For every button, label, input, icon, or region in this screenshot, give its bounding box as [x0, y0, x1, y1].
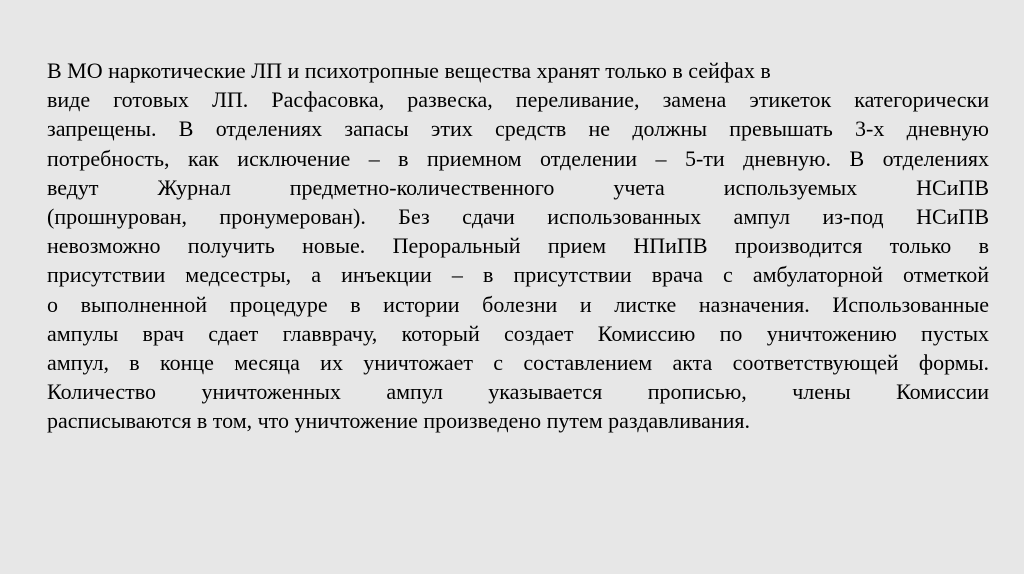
body-text-paragraph — [47, 56, 989, 435]
text-line-10: ампулы врач сдает главврачу, который создает Комиссию по уничтожению пустых — [47, 320, 989, 346]
text-line-12: Количество уничтоженных ампул указывается прописью, члены Комиссии — [47, 379, 989, 405]
text-line-9: о выполненной процедуре в истории болезни и листке назначения. Использованные — [47, 291, 989, 317]
text-line-1: В МО наркотические ЛП и психотропные вещества хранят только в сейфах в — [47, 58, 771, 83]
text-line-6: (прошнурован, пронумерован). Без сдачи использованных ампул из-под НСиПВ — [47, 203, 989, 229]
text-line-7: невозможно получить новые. Пероральный прием НПиПВ производится только в — [47, 233, 989, 259]
text-line-5: ведут Журнал предметно-количественного учета используемых НСиПВ — [47, 174, 989, 200]
text-line-4: потребность, как исключение – в приемном отделении – 5-ти дневную. В отделениях — [47, 145, 989, 171]
text-line-3: запрещены. В отделениях запасы этих средств не должны превышать 3-х дневную — [47, 116, 989, 142]
text-line-8: присутствии медсестры, а инъекции – в присутствии врача с амбулаторной отметкой — [47, 262, 989, 288]
text-line-2: виде готовых ЛП. Расфасовка, развеска, переливание, замена этикеток категорически — [47, 87, 989, 113]
text-line-13: расписываются в том, что уничтожение произведено путем раздавливания. — [47, 408, 751, 434]
text-line-11: ампул, в конце месяца их уничтожает с составлением акта соответствующей формы. — [47, 349, 989, 375]
